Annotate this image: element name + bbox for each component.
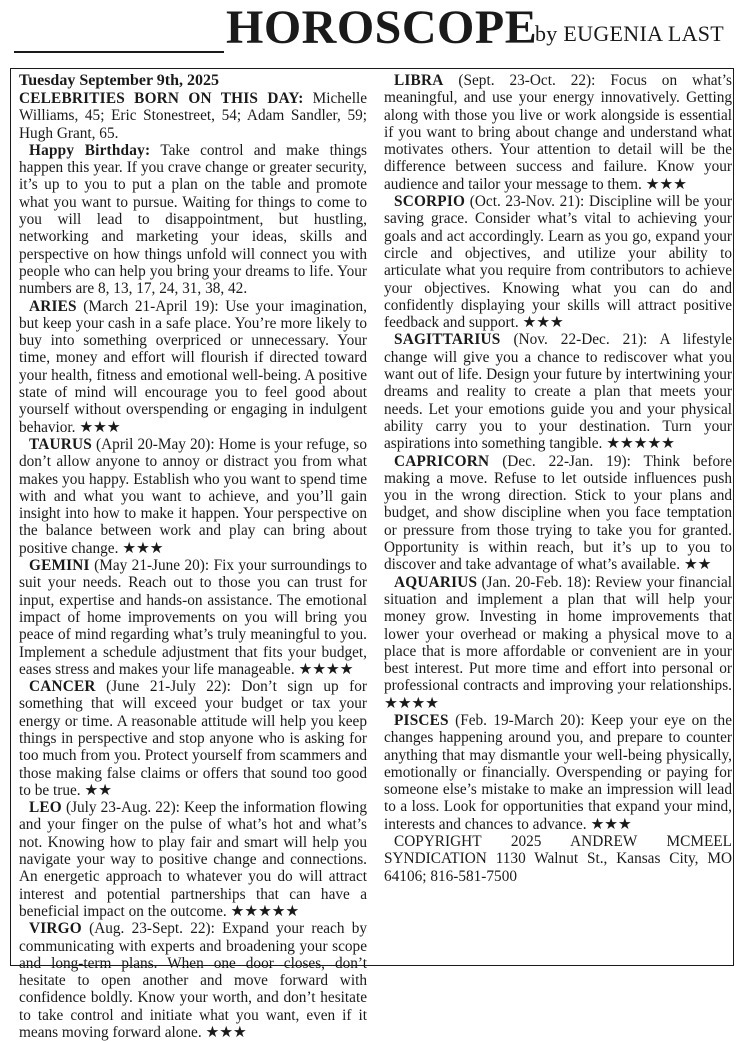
sign-leo	[19, 799, 367, 920]
sign-text: A lifestyle change will give you a chance to rediscover what you want out of life. Design your future by intertwining your dreams and reality to create a plan that meets your needs. Let your emotions guide you and your physical ability carry you to your destination. Turn your aspirations into something tangible.	[384, 331, 732, 453]
sign-name: VIRGO	[29, 920, 82, 938]
sign-dates: (June 21-July 22):	[106, 678, 231, 696]
sign-text: Keep your eye on the changes happening around you, and prepare to counter anything that may dismantle your well-being physically, emotionally or financially. Overspending or paying for someone else’s mistake to make an impression will lead to a loss. Look for opportunities that expand your mind, interests and chances to advance.	[384, 711, 732, 833]
sign-text: Don’t sign up for something that will exceed your budget or tax your energy or time. A reasonable attitude will help you keep things in perspective and stop anyone who is asking for too much from you. Protect yourself from scammers and those making false claims or offers that sound too good to be true.	[19, 678, 367, 799]
sign-text: Fix your surroundings to suit your needs. Reach out to those you can trust for input, expertise and hands-on assistance. The emotional impact of home improvements on you will bring you peace of mind regarding what’s truly meaningful to you. Implement a schedule adjustment that fits your budget, eases stress and makes your life manageable.	[19, 557, 368, 678]
sign-text: Use your imagination, but keep your cash in a safe place. You’re more likely to buy into something overpriced or unnecessary. Your time, money and effort will flourish if directed toward your health, fitness and emotional well-being. A positive state of mind will encourage you to feel good about yourself without overspending or engaging in indulgent behavior.	[19, 297, 367, 436]
star-rating: ★★	[683, 556, 712, 574]
sign-dates: (Jan. 20-Feb. 18):	[481, 573, 592, 591]
sign-name: LEO	[29, 799, 62, 817]
sign-sagittarius	[384, 331, 732, 452]
sign-dates: (July 23-Aug. 22):	[65, 799, 180, 817]
sign-dates: (Aug. 23-Sept. 22):	[89, 920, 215, 938]
sign-dates: (March 21-April 19):	[83, 297, 219, 315]
sign-text: Expand your reach by communicating with experts and broadening your scope and long-term plans. When one door closes, don’t hesitate to open another and move forward with confidence boldly. Know your worth, and don’t hesitate to take control and initiate what you want, even if it means moving forward alone.	[19, 920, 368, 1041]
sign-name: ARIES	[29, 297, 77, 315]
sign-dates: (May 21-June 20):	[94, 557, 210, 575]
sign-libra	[384, 72, 732, 193]
star-rating: ★★★★★	[230, 902, 300, 920]
sign-dates: (Nov. 22-Dec. 21):	[513, 331, 648, 349]
birthday-label: Happy Birthday:	[29, 141, 151, 159]
sign-name: TAURUS	[29, 435, 92, 453]
sign-dates: (Feb. 19-March 20):	[455, 711, 585, 729]
sign-text: Home is your refuge, so don’t allow anyone to annoy or distract you from what makes you happy. Establish who you want to spend time with and what you want to achieve, and you’ll gain insight into how to make it happen. Your perspective on the balance between work and play can bring about positive change.	[19, 435, 368, 557]
sign-dates: (April 20-May 20):	[96, 435, 215, 453]
sign-text: Think before making a move. Refuse to let outside influences push you in the wrong direction. Stick to your plans and budget, and show discipline when you face temptation or pressure from those trying to take you for granted. Opportunity is within reach, but it’s up to you to discover and take advantage of what’s available.	[384, 452, 732, 574]
sign-text: Focus on what’s meaningful, and use your energy innovatively. Getting along with those you live or work alongside is essential if you want to bring about change and understand what motivates others. Your attention to detail will be the difference between success and failure. Know your audience and tailor your message to them.	[384, 72, 732, 193]
sign-scorpio	[384, 193, 732, 331]
sign-gemini	[19, 557, 367, 678]
celebrities-label: CELEBRITIES BORN ON THIS DAY:	[19, 90, 304, 107]
star-rating: ★★★	[522, 314, 564, 332]
page-title: HOROSCOPE	[226, 1, 538, 54]
celebrities-text: Michelle Williams, 45; Eric Stonestreet, 54; Adam Sandler, 59; Hugh Grant, 65.	[19, 90, 367, 142]
sign-text: Review your financial situation and implement a plan that will help your money grow. Investing in home improvements that lower your overhead or making a physical move to a place that is more affordable or convenient are in your best interest. Put more time and effort into personal or professional contracts and improving your relationships.	[384, 573, 732, 695]
sign-text: Keep the information flowing and your finger on the pulse of what’s hot and what’s not. Knowing how to play fair and smart will help you navigate your way to positive change and connections. An energetic approach to whatever you do will attract interest and potential partnerships that can have a beneficial impact on the outcome.	[19, 799, 367, 920]
celebrities-paragraph	[19, 90, 367, 142]
sign-dates: (Dec. 22-Jan. 19):	[502, 452, 631, 470]
sign-taurus	[19, 436, 367, 557]
star-rating: ★★★	[205, 1024, 247, 1041]
sign-aquarius	[384, 574, 732, 712]
birthday-paragraph	[19, 142, 367, 298]
star-rating: ★★★★	[384, 694, 439, 712]
sign-name: CANCER	[29, 678, 96, 696]
sign-name: AQUARIUS	[394, 573, 478, 591]
copyright-notice: COPYRIGHT 2025 ANDREW MCMEEL SYNDICATION 1130 Walnut St., Kansas City, MO 64106; 816-581-7500	[384, 833, 732, 885]
sign-name: PISCES	[394, 711, 449, 729]
birthday-text: Take control and make things happen this year. If you crave change or greater security, it’s up to you to put a plan on the table and promote what you want to pursue. Waiting for things to come to you will lead to disappointment, but hustling, networking and marketing your ideas, skills and perspective on how things unfold will connect you with people who can help you bring your dreams to life. Your numbers are 8, 13, 17, 24, 31, 38, 42.	[19, 141, 367, 298]
star-rating: ★★★	[590, 815, 632, 833]
sign-cancer	[19, 678, 367, 799]
sign-name: GEMINI	[29, 557, 90, 575]
star-rating: ★★★	[122, 539, 164, 557]
sign-capricorn	[384, 453, 732, 574]
masthead	[0, 0, 750, 60]
star-rating: ★★★	[79, 418, 121, 436]
sign-name: SAGITTARIUS	[394, 331, 501, 349]
date-line: Tuesday September 9th, 2025	[19, 72, 220, 89]
sign-dates: (Oct. 23-Nov. 21):	[469, 193, 585, 211]
sign-name: SCORPIO	[394, 193, 466, 211]
star-rating: ★★★★	[298, 660, 354, 678]
sign-name: CAPRICORN	[394, 452, 490, 470]
star-rating: ★★	[84, 781, 112, 799]
sign-text: Discipline will be your saving grace. Consider what’s vital to achieving your goals and act accordingly. Learn as you go, expand your circle and objectives, and utilize your ability to articulate what you require from contributors to achieve your objectives. Knowing what you can do and confidently displaying your skills will attract positive feedback and support.	[384, 193, 733, 332]
right-column	[384, 72, 732, 885]
sign-dates: (Sept. 23-Oct. 22):	[458, 72, 596, 89]
sign-aries	[19, 298, 367, 436]
masthead-rule	[14, 51, 224, 53]
left-column	[19, 72, 367, 1041]
sign-pisces	[384, 712, 732, 833]
sign-name: LIBRA	[394, 72, 444, 89]
star-rating: ★★★	[645, 175, 687, 193]
star-rating: ★★★★★	[606, 435, 675, 453]
byline: by EUGENIA LAST	[535, 21, 725, 46]
sign-virgo	[19, 920, 367, 1041]
